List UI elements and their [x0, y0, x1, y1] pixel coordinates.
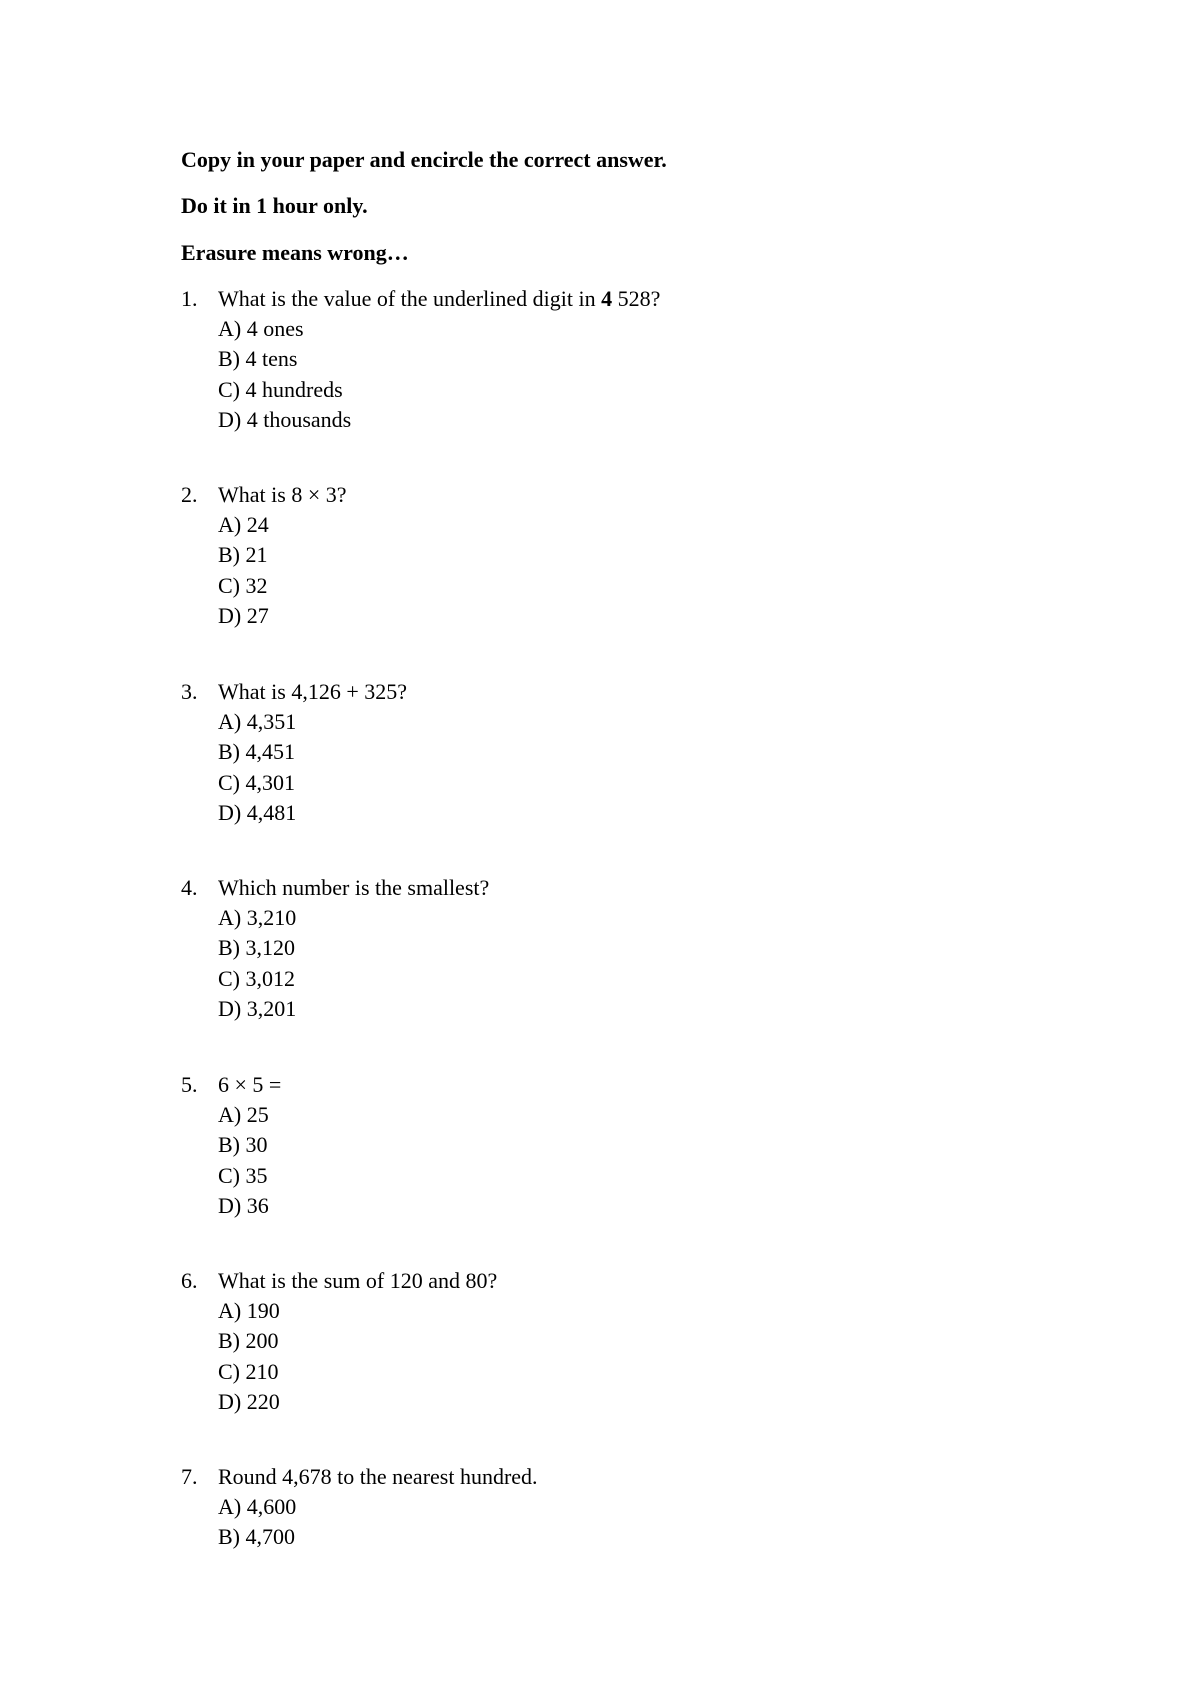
question-3-text: [181, 677, 1081, 707]
option-a[interactable]: A) 190: [218, 1298, 280, 1323]
option-d[interactable]: D) 4,481: [218, 799, 297, 825]
question-5-text: [181, 1070, 1081, 1100]
answer-options: [218, 510, 1081, 631]
option-b[interactable]: B) 30: [218, 1132, 268, 1158]
answer-options: [218, 314, 1081, 435]
answer-options: [218, 903, 1081, 1024]
option-a[interactable]: A) 24: [218, 512, 269, 537]
option-a[interactable]: A) 25: [218, 1102, 269, 1127]
option-c[interactable]: C) 4,301: [218, 769, 295, 795]
option-b[interactable]: B) 21: [218, 542, 268, 568]
option-c[interactable]: C) 32: [218, 572, 268, 598]
question-number: 6.: [181, 1268, 198, 1293]
question-prompt: What is the sum of 120 and 80?: [218, 1268, 498, 1293]
question-2: [181, 480, 1081, 631]
option-d[interactable]: D) 220: [218, 1388, 280, 1414]
question-prompt: What is 4,126 + 325?: [218, 679, 407, 704]
option-b[interactable]: B) 4,700: [218, 1524, 295, 1550]
instruction-erasure: Erasure means wrong…: [181, 240, 409, 265]
question-6: [181, 1266, 1081, 1417]
question-number: 3.: [181, 679, 198, 704]
question-prompt: What is the value of the underlined digit in 4 528?: [218, 286, 661, 311]
option-b[interactable]: B) 3,120: [218, 935, 295, 961]
question-number: 2.: [181, 482, 198, 507]
option-b[interactable]: B) 4,451: [218, 739, 295, 765]
option-c[interactable]: C) 35: [218, 1162, 268, 1188]
option-a[interactable]: A) 4,351: [218, 709, 297, 734]
answer-options: [218, 1296, 1081, 1417]
question-prompt: What is 8 × 3?: [218, 482, 347, 507]
option-c[interactable]: C) 4 hundreds: [218, 376, 343, 402]
question-prompt: 6 × 5 =: [218, 1072, 282, 1097]
option-c[interactable]: C) 210: [218, 1358, 279, 1384]
option-a[interactable]: A) 3,210: [218, 905, 297, 930]
question-6-text: [181, 1266, 1081, 1296]
question-3: [181, 677, 1081, 828]
answer-options: [218, 1492, 1081, 1553]
highlighted-digit: 4: [601, 286, 613, 311]
instruction-copy: Copy in your paper and encircle the correct answer.: [181, 147, 667, 172]
answer-options: [218, 707, 1081, 828]
question-number: 7.: [181, 1464, 198, 1489]
question-7-text: [181, 1462, 1081, 1492]
question-number: 4.: [181, 875, 198, 900]
option-b[interactable]: B) 4 tens: [218, 346, 298, 372]
question-1-text: [181, 284, 1081, 314]
option-d[interactable]: D) 27: [218, 602, 269, 628]
question-5: [181, 1070, 1081, 1221]
option-a[interactable]: A) 4,600: [218, 1494, 297, 1519]
question-number: 5.: [181, 1072, 198, 1097]
question-2-text: [181, 480, 1081, 510]
question-number: 1.: [181, 286, 198, 311]
question-4-text: [181, 873, 1081, 903]
instruction-time: Do it in 1 hour only.: [181, 193, 368, 218]
option-a[interactable]: A) 4 ones: [218, 316, 304, 341]
question-7: [181, 1462, 1081, 1553]
question-prompt: Round 4,678 to the nearest hundred.: [218, 1464, 538, 1489]
question-4: [181, 873, 1081, 1024]
option-d[interactable]: D) 3,201: [218, 995, 297, 1021]
option-b[interactable]: B) 200: [218, 1328, 279, 1354]
answer-options: [218, 1100, 1081, 1221]
option-d[interactable]: D) 4 thousands: [218, 406, 352, 432]
question-1: [181, 284, 1081, 435]
option-c[interactable]: C) 3,012: [218, 965, 295, 991]
option-d[interactable]: D) 36: [218, 1192, 269, 1218]
question-prompt: Which number is the smallest?: [218, 875, 490, 900]
